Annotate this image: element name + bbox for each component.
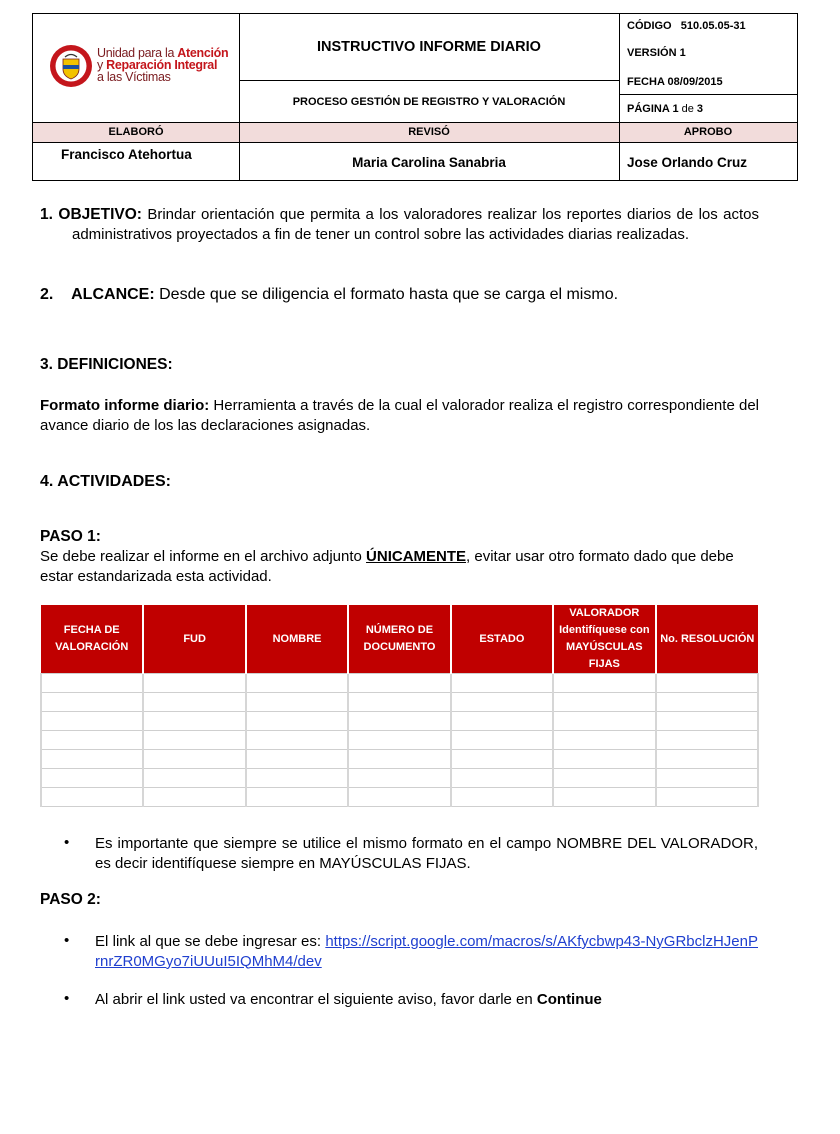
continue-emphasis: Continue <box>536 991 602 1008</box>
process-name: PROCESO GESTIÓN DE REGISTRO Y VALORACIÓN <box>292 95 566 108</box>
link-paragraph: El link al que se debe ingresar es: https://script.google.com/macros/s/AKfycbwp43-NyGRbclzHJenPrnrZR0MGyo7iUUuI5IQMhM4/dev <box>95 933 758 970</box>
table-cell <box>348 712 450 731</box>
bullet-dot: • <box>64 834 70 851</box>
alcance-label: ALCANCE: <box>71 286 155 303</box>
aprobo-name: Jose Orlando Cruz <box>627 155 748 170</box>
paso1-heading: PASO 1: <box>40 528 101 545</box>
reviso-name: Maria Carolina Sanabria <box>352 155 506 170</box>
paso1-bullet-text: Es importante que siempre se utilice el mismo formato en el campo NOMBRE DEL VALORADOR, es decir identifíquese siempre en MAYÚSCULAS FIJAS. <box>95 835 758 872</box>
table-cell <box>143 788 245 807</box>
col-fecha-valoracion: FECHA DE VALORACIÓN <box>41 605 143 674</box>
definicion-text: Herramienta a través de la cual el valorador realiza el registro correspondiente del avance diario de los las declaraciones asignadas. <box>40 397 759 434</box>
table-cell <box>656 712 758 731</box>
table-cell <box>348 788 450 807</box>
table-cell <box>451 788 553 807</box>
table-cell <box>41 712 143 731</box>
alcance-text: Desde que se diligencia el formato hasta que se carga el mismo. <box>154 286 619 303</box>
table-cell <box>246 788 348 807</box>
table-cell <box>451 769 553 788</box>
table-cell <box>553 750 655 769</box>
col-nombre: NOMBRE <box>246 605 348 674</box>
table-cell <box>348 693 450 712</box>
document-title: INSTRUCTIVO INFORME DIARIO <box>317 39 541 55</box>
table-cell <box>451 712 553 731</box>
col-estado: ESTADO <box>451 605 553 674</box>
table-header-row <box>41 605 758 674</box>
table-row <box>41 750 758 769</box>
table-row <box>41 693 758 712</box>
elaboro-label: ELABORÓ <box>108 126 164 138</box>
table-cell <box>246 674 348 693</box>
unicamente-emphasis: ÚNICAMENTE <box>366 548 467 565</box>
table-cell <box>246 693 348 712</box>
actividades-heading: 4. ACTIVIDADES: <box>40 473 171 490</box>
table-cell <box>348 674 450 693</box>
logo-cell <box>33 14 239 122</box>
table-cell <box>553 674 655 693</box>
table-cell <box>143 769 245 788</box>
table-cell <box>553 788 655 807</box>
table-cell <box>41 769 143 788</box>
table-row <box>41 788 758 807</box>
table-cell <box>656 788 758 807</box>
bullet-dot: • <box>64 990 70 1007</box>
elaboro-name: Francisco Atehortua <box>61 147 192 162</box>
table-cell <box>553 731 655 750</box>
table-cell <box>246 712 348 731</box>
table-cell <box>143 674 245 693</box>
table-row <box>41 731 758 750</box>
definicion-term: Formato informe diario: <box>40 397 210 414</box>
document-date: FECHA 08/09/2015 <box>627 76 723 88</box>
definiciones-heading: 3. DEFINICIONES: <box>40 356 173 373</box>
colombia-seal-icon <box>49 44 93 88</box>
script-link[interactable]: https://script.google.com/macros/s/AKfycbwp43-NyGRbclzHJenPrnrZR0MGyo7iUUuI5IQMhM4/dev <box>95 933 758 970</box>
table-cell <box>656 731 758 750</box>
table-cell <box>246 731 348 750</box>
table-cell <box>41 674 143 693</box>
col-valorador: VALORADOR Identifíquese con MAYÚSCULAS FIJAS <box>553 605 655 674</box>
table-cell <box>143 693 245 712</box>
table-cell <box>553 769 655 788</box>
alcance-section: 2. ALCANCE: Desde que se diligencia el formato hasta que se carga el mismo. <box>40 286 619 303</box>
document-code: CÓDIGO 510.05.05-31 <box>627 20 746 32</box>
table-cell <box>656 769 758 788</box>
table-cell <box>656 693 758 712</box>
table-cell <box>143 750 245 769</box>
table-cell <box>41 788 143 807</box>
table-cell <box>143 731 245 750</box>
table-cell <box>451 693 553 712</box>
table-cell <box>246 750 348 769</box>
table-cell <box>451 674 553 693</box>
table-cell <box>246 769 348 788</box>
report-format-table <box>40 605 759 807</box>
table-cell <box>143 712 245 731</box>
col-resolucion: No. RESOLUCIÓN <box>656 605 758 674</box>
table-cell <box>656 750 758 769</box>
paso1-text: Se debe realizar el informe en el archivo adjunto ÚNICAMENTE, evitar usar otro formato dado que debe estar estandarizada esta actividad. <box>40 548 734 585</box>
page-indicator: PÁGINA 1 de 3 <box>627 103 704 115</box>
table-row <box>41 674 758 693</box>
objetivo-text: Brindar orientación que permita a los valoradores realizar los reportes diarios de los actos administrativos proyectados a fin de tener un control sobre las actividades diarias realizadas. <box>72 206 759 243</box>
table-cell <box>41 750 143 769</box>
logo-wordmark: Unidad para la Atención y Reparación Integral a las Víctimas <box>97 46 229 84</box>
definicion-formato <box>40 396 759 435</box>
table-row <box>41 769 758 788</box>
table-cell <box>348 750 450 769</box>
bullet-dot: • <box>64 932 70 949</box>
table-cell <box>41 693 143 712</box>
table-row <box>41 712 758 731</box>
document-version: VERSIÓN 1 <box>627 47 686 59</box>
table-cell <box>553 693 655 712</box>
objetivo-section <box>40 205 759 244</box>
document-header <box>32 13 798 181</box>
aprobo-label: APROBO <box>683 126 733 138</box>
objetivo-label: 1. OBJETIVO: <box>40 206 142 223</box>
paso2-heading: PASO 2: <box>40 891 101 908</box>
table-cell <box>348 731 450 750</box>
table-cell <box>348 769 450 788</box>
col-numero-documento: NÚMERO DE DOCUMENTO <box>348 605 450 674</box>
table-cell <box>553 712 655 731</box>
continue-paragraph: Al abrir el link usted va encontrar el siguiente aviso, favor darle en Continue <box>95 991 602 1008</box>
table-cell <box>41 731 143 750</box>
col-fud: FUD <box>143 605 245 674</box>
table-cell <box>656 674 758 693</box>
table-cell <box>451 731 553 750</box>
reviso-label: REVISÓ <box>408 126 450 138</box>
table-cell <box>451 750 553 769</box>
